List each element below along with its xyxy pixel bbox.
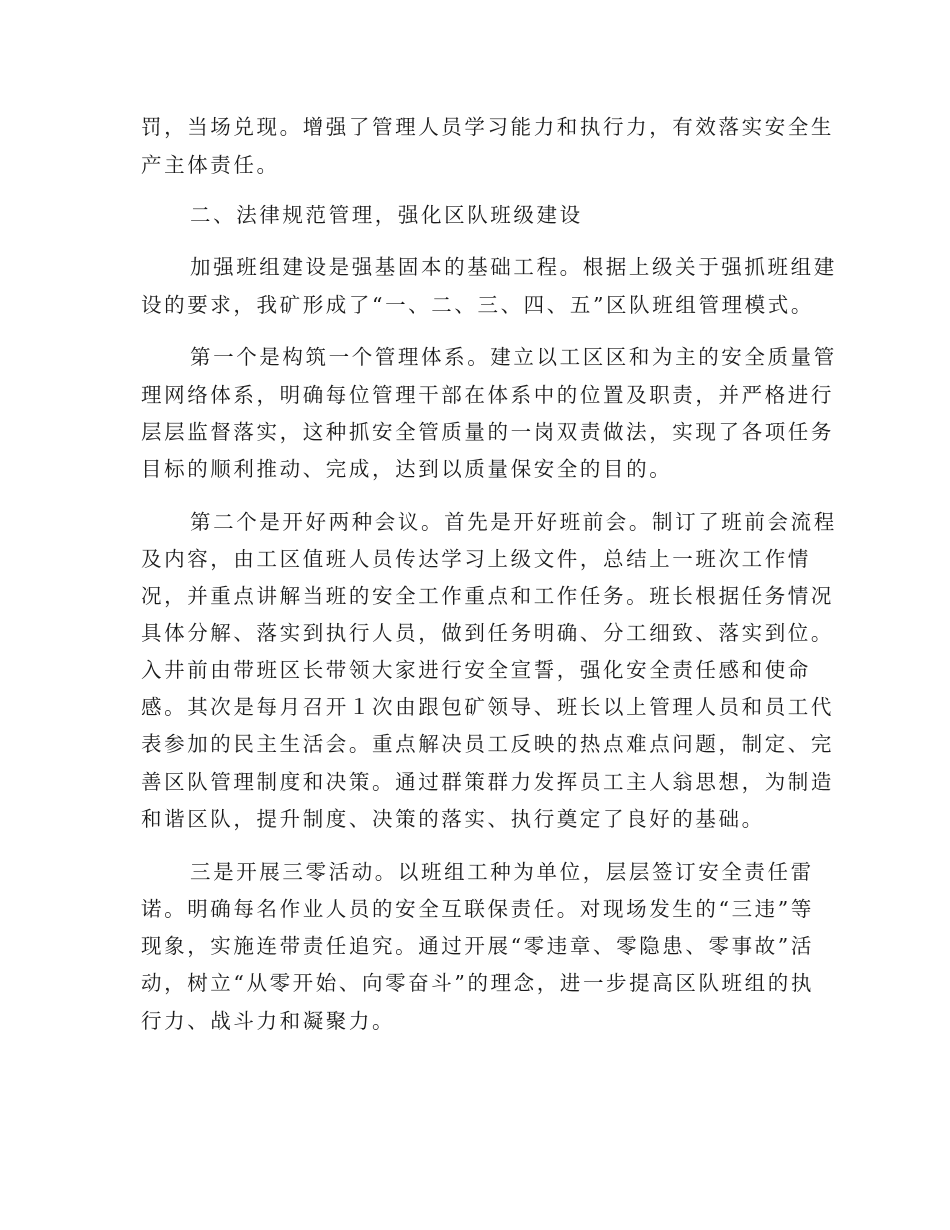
second-line-4: 具体分解、落实到执行人员，做到任务明确、分工细致、落实到位。	[141, 621, 834, 645]
continuation-line-2: 产主体责任。	[141, 153, 280, 177]
continuation-line-1: 罚，当场兑现。增强了管理人员学习能力和执行力，有效落实安全生	[141, 115, 834, 139]
third-line-1: 三是开展三零活动。以班组工种为单位，层层签订安全责任雷	[190, 860, 814, 884]
first-line-2: 理网络体系，明确每位管理干部在体系中的位置及职责，并严格进行	[141, 383, 834, 407]
second-line-5: 入井前由带班区长带领大家进行安全宣誓，强化安全责任感和使命	[141, 658, 811, 682]
section-heading: 二、法律规范管理，强化区队班级建设	[190, 203, 583, 227]
intro-line-1: 加强班组建设是强基固本的基础工程。根据上级关于强抓班组建	[190, 255, 837, 279]
third-line-2: 诺。明确每名作业人员的安全互联保责任。对现场发生的“三违”等	[141, 897, 814, 921]
first-line-3: 层层监督落实，这种抓安全管质量的一岗双责做法，实现了各项任务	[141, 420, 834, 444]
second-line-7: 表参加的民主生活会。重点解决员工反映的热点难点问题，制定、完	[141, 732, 834, 756]
first-line-1: 第一个是构筑一个管理体系。建立以工区区和为主的安全质量管	[190, 345, 837, 369]
second-line-9: 和谐区队，提升制度、决策的落实、执行奠定了良好的基础。	[141, 807, 765, 831]
second-line-1: 第二个是开好两种会议。首先是开好班前会。制订了班前会流程	[190, 510, 837, 534]
third-line-3: 现象，实施连带责任追究。通过开展“零违章、零隐患、零事故”活	[141, 934, 814, 958]
intro-line-2: 设的要求，我矿形成了“一、二、三、四、五”区队班组管理模式。	[141, 293, 814, 317]
first-line-4: 目标的顺利推动、完成，达到以质量保安全的目的。	[141, 457, 673, 481]
third-line-4: 动，树立“从零开始、向零奋斗”的理念，进一步提高区队班组的执	[141, 971, 814, 995]
second-line-6: 感。其次是每月召开１次由跟包矿领导、班长以上管理人员和员工代	[141, 695, 834, 719]
second-line-8: 善区队管理制度和决策。通过群策群力发挥员工主人翁思想，为制造	[141, 770, 834, 794]
second-line-3: 况，并重点讲解当班的安全工作重点和工作任务。班长根据任务情况	[141, 584, 834, 608]
second-line-2: 及内容，由工区值班人员传达学习上级文件，总结上一班次工作情	[141, 547, 811, 571]
third-line-5: 行力、战斗力和凝聚力。	[141, 1009, 396, 1033]
